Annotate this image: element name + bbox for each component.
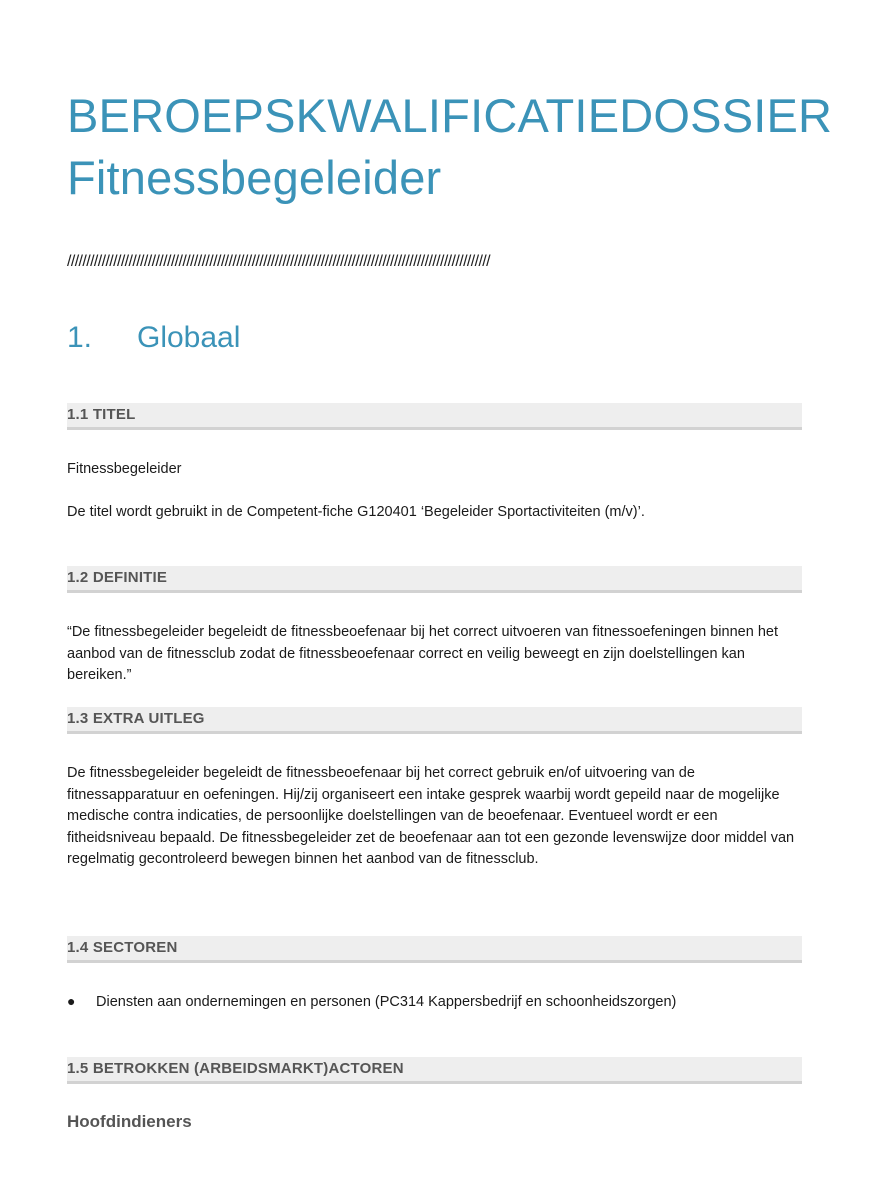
document-title: BEROEPSKWALIFICATIEDOSSIER bbox=[67, 89, 833, 142]
section-heading-definitie bbox=[67, 566, 802, 593]
bullet-icon: ● bbox=[67, 993, 76, 1009]
section-heading-titel bbox=[67, 403, 802, 430]
titel-explanation: De titel wordt gebruikt in de Competent-fiche G120401 ‘Begeleider Sportactiviteiten (m/v)’. bbox=[67, 504, 645, 520]
definitie-text: “De fitnessbegeleider begeleidt de fitnessbeoefenaar bij het correct uitvoeren van fitnessoefeningen binnen het aanbod van de fitnessclub zodat de fitnessbeoefenaar correct en veilig beweegt en zijn doelstellingen kan bereiken.” bbox=[67, 624, 778, 683]
document-subtitle: Fitnessbegeleider bbox=[67, 151, 442, 204]
sector-list-item bbox=[67, 991, 676, 1013]
section-heading-label: 1.1 TITEL bbox=[67, 406, 136, 423]
section-heading-sectoren bbox=[67, 936, 802, 963]
chapter-heading bbox=[67, 318, 240, 358]
extra-uitleg-text: De fitnessbegeleider begeleidt de fitnessbeoefenaar bij het correct gebruik en/of uitvoering van de fitnessapparatuur en oefeningen. Hij/zij organiseert een intake gesprek waarbij wordt gepeild naar de mogelijke medische contra indicaties, de persoonlijke doelstellingen van de beoefenaar. Eventueel wordt er een fitheidsniveau bepaald. De fitnessbegeleider zet de beoefenaar aan tot een gezonde levenswijze door middel van regelmatig gecontroleerd bewegen binnen het aanbod van de fitnessclub. bbox=[67, 765, 795, 867]
chapter-title: Globaal bbox=[137, 321, 241, 354]
sector-item-text: Diensten aan ondernemingen en personen (PC314 Kappersbedrijf en schoonheidszorgen) bbox=[96, 994, 677, 1010]
section-heading-extra-uitleg bbox=[67, 707, 802, 734]
section-heading-label: 1.4 SECTOREN bbox=[67, 939, 178, 956]
titel-value: Fitnessbegeleider bbox=[67, 461, 182, 477]
section-heading-label: 1.3 EXTRA UITLEG bbox=[67, 710, 205, 727]
subheading-hoofdindieners: Hoofdindieners bbox=[67, 1112, 192, 1131]
section-heading-label: 1.5 BETROKKEN (ARBEIDSMARKT)ACTOREN bbox=[67, 1060, 404, 1077]
chapter-number: 1. bbox=[67, 321, 93, 354]
section-heading-label: 1.2 DEFINITIE bbox=[67, 569, 168, 586]
slash-divider: ////////////////////////////////////////////////////////////////////////////////////////////////////////////// bbox=[67, 253, 490, 270]
section-heading-actoren bbox=[67, 1057, 802, 1084]
